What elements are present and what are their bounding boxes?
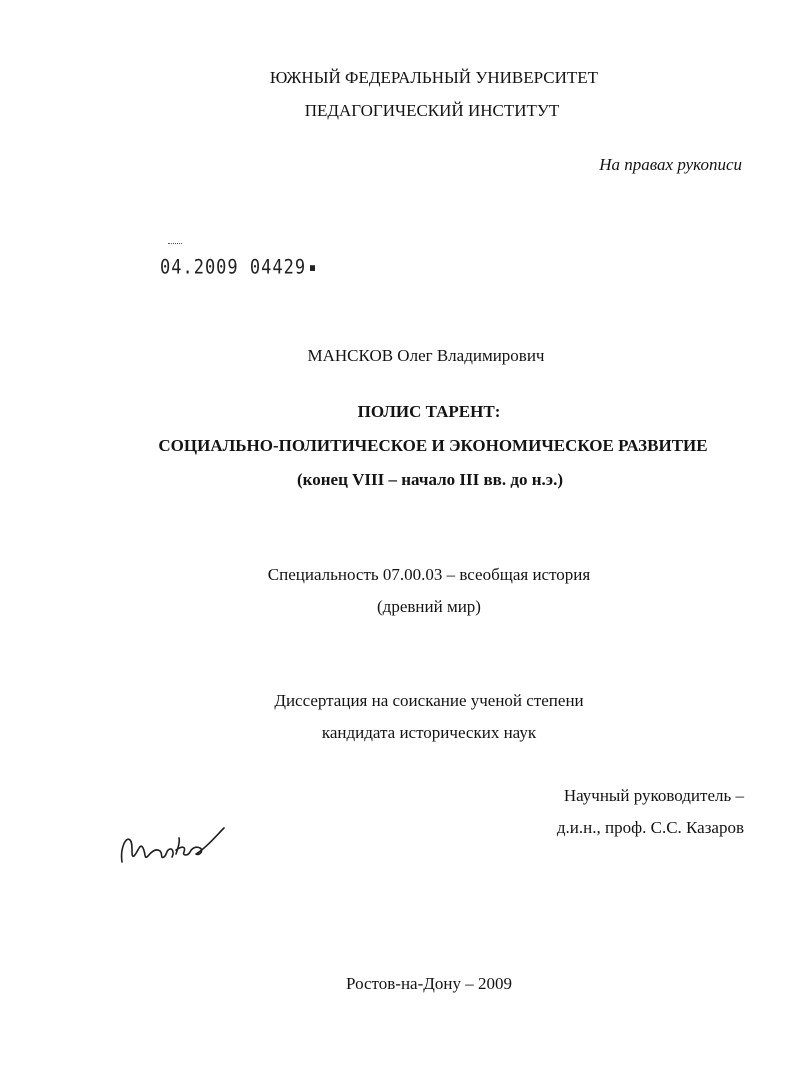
stamp-number-text: 04.2009 04429 — [160, 256, 307, 279]
stamp-dot — [310, 265, 315, 271]
university-name: ЮЖНЫЙ ФЕДЕРАЛЬНЫЙ УНИВЕРСИТЕТ — [269, 68, 599, 87]
author-name: МАНСКОВ Олег Владимирович — [307, 346, 545, 365]
specialty-line-2: (древний мир) — [377, 597, 481, 616]
stamp-tick-mark — [168, 243, 182, 248]
institute-name: ПЕДАГОГИЧЕСКИЙ ИНСТИТУТ — [304, 101, 560, 120]
title-line-3: (конец VIII – начало III вв. до н.э.) — [297, 470, 563, 489]
specialty-line-1: Специальность 07.00.03 – всеобщая история — [267, 565, 591, 584]
dissertation-line-1: Диссертация на соискание ученой степени — [274, 691, 584, 710]
title-line-1: ПОЛИС ТАРЕНТ: — [357, 402, 501, 421]
title-line-2: СОЦИАЛЬНО-ПОЛИТИЧЕСКОЕ И ЭКОНОМИЧЕСКОЕ РАЗВИТИЕ — [158, 436, 708, 455]
library-stamp-number — [160, 256, 315, 279]
rights-note: На правах рукописи — [599, 155, 742, 174]
handwritten-signature — [116, 818, 228, 868]
dissertation-line-2: кандидата исторических наук — [321, 723, 537, 742]
supervisor-name: д.и.н., проф. С.С. Казаров — [556, 818, 744, 837]
supervisor-title: Научный руководитель – — [563, 786, 744, 805]
city-and-year: Ростов-на-Дону – 2009 — [346, 974, 512, 993]
